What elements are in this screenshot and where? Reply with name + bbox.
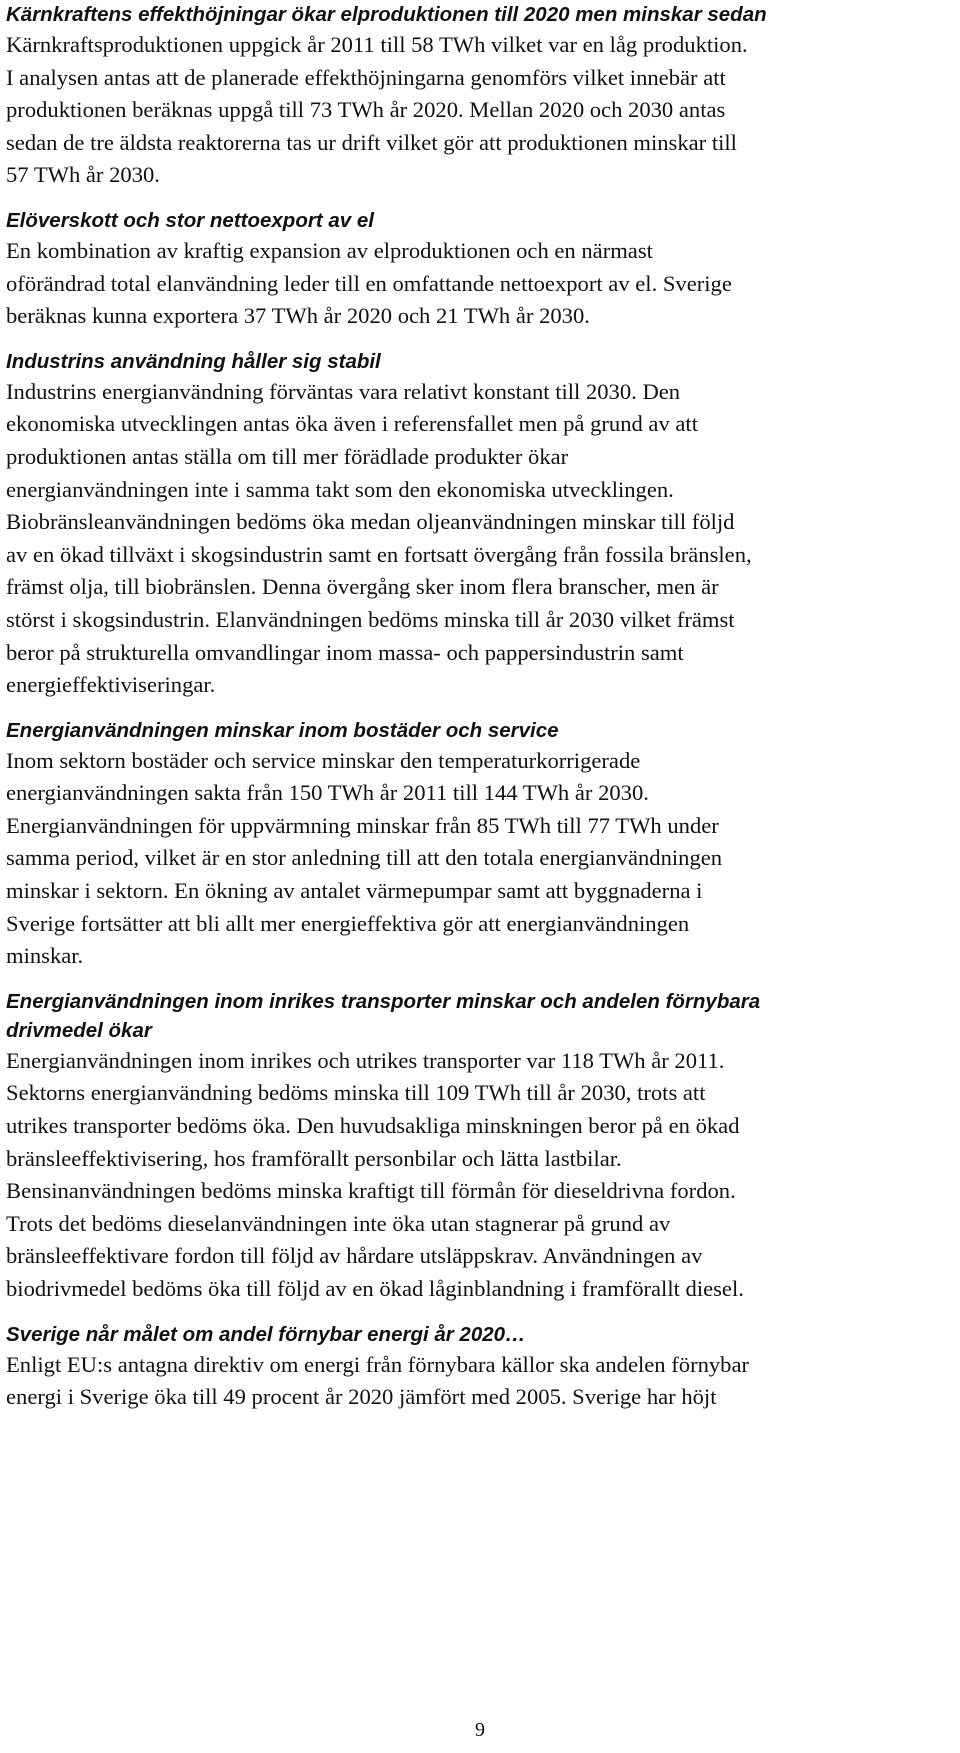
text-line: Sverige fortsätter att bli allt mer energieffektiva gör att energianvändningen bbox=[6, 910, 690, 936]
text-line: minskar i sektorn. En ökning av antalet värmepumpar samt att byggnaderna i bbox=[6, 878, 703, 904]
text-line: Industrins energianvändning förväntas vara relativt konstant till 2030. Den bbox=[6, 378, 681, 404]
text-line: Biobränsleanvändningen bedöms öka medan oljeanvändningen minskar till följd bbox=[6, 509, 735, 535]
spacer bbox=[6, 973, 956, 987]
section-heading: Industrins användning håller sig stabil bbox=[6, 349, 381, 373]
text-line: Bensinanvändningen bedöms minska kraftigt till förmån för dieseldrivna fordon. bbox=[6, 1178, 736, 1204]
text-line: av en ökad tillväxt i skogsindustrin samt en fortsatt övergång från fossila bränslen, bbox=[6, 541, 752, 567]
text-line: energieffektiviseringar. bbox=[6, 672, 216, 698]
text-line: biodrivmedel bedöms öka till följd av en ökad låginblandning i framförallt diesel. bbox=[6, 1276, 744, 1301]
section-heading bbox=[6, 987, 956, 1045]
text-line: Trots det bedöms dieselanvändningen inte öka utan stagnerar på grund av bbox=[6, 1210, 671, 1236]
document-page bbox=[6, 0, 956, 1414]
text-line: 57 TWh år 2030. bbox=[6, 162, 160, 188]
section-heading: Energianvändningen minskar inom bostäder och service bbox=[6, 718, 559, 742]
text-line: samma period, vilket är en stor anledning till att den totala energianvändningen bbox=[6, 845, 723, 871]
spacer bbox=[6, 192, 956, 206]
text-line: produktionen beräknas uppgå till 73 TWh år 2020. Mellan 2020 och 2030 antas bbox=[6, 97, 726, 123]
text-line: energianvändningen sakta från 150 TWh år 2011 till 144 TWh år 2030. bbox=[6, 780, 649, 806]
section-heading: Elöverskott och stor nettoexport av el bbox=[6, 208, 374, 232]
text-line: Kärnkraftsproduktionen uppgick år 2011 till 58 TWh vilket var en låg produktion. bbox=[6, 32, 748, 57]
section-heading-line: drivmedel ökar bbox=[6, 1018, 152, 1042]
text-line: främst olja, till biobränslen. Denna övergång sker inom flera branscher, men är bbox=[6, 574, 719, 600]
text-line: En kombination av kraftig expansion av elproduktionen och en närmast bbox=[6, 237, 653, 263]
section-paragraph bbox=[6, 376, 956, 702]
text-line: sedan de tre äldsta reaktorerna tas ur drift vilket gör att produktionen minskar till bbox=[6, 129, 737, 155]
section-paragraph bbox=[6, 745, 956, 973]
spacer bbox=[6, 333, 956, 347]
section-heading: Kärnkraftens effekthöjningar ökar elproduktionen till 2020 men minskar sedan bbox=[6, 3, 767, 26]
text-line: beräknas kunna exportera 37 TWh år 2020 och 21 TWh år 2030. bbox=[6, 303, 590, 329]
section-heading: Sverige når målet om andel förnybar energi år 2020… bbox=[6, 1322, 526, 1346]
text-line: Sektorns energianvändning bedöms minska till 109 TWh till år 2030, trots att bbox=[6, 1080, 706, 1106]
section-heading-line: Energianvändningen inom inrikes transporter minskar och andelen förnybara bbox=[6, 989, 761, 1013]
text-line: Energianvändningen för uppvärmning minskar från 85 TWh till 77 TWh under bbox=[6, 812, 719, 838]
text-line: bränsleeffektivare fordon till följd av hårdare utsläppskrav. Användningen av bbox=[6, 1243, 703, 1269]
spacer bbox=[6, 702, 956, 716]
text-line: energi i Sverige öka till 49 procent år 2020 jämfört med 2005. Sverige har höjt bbox=[6, 1384, 717, 1410]
section-paragraph bbox=[6, 1045, 956, 1306]
text-line: beror på strukturella omvandlingar inom massa- och pappersindustrin samt bbox=[6, 639, 684, 665]
text-line: energianvändningen inte i samma takt som den ekonomiska utvecklingen. bbox=[6, 476, 674, 502]
text-line: bränsleeffektivisering, hos framförallt personbilar och lätta lastbilar. bbox=[6, 1145, 622, 1171]
text-line: oförändrad total elanvändning leder till en omfattande nettoexport av el. Sverige bbox=[6, 270, 732, 296]
text-line: Inom sektorn bostäder och service minskar den temperaturkorrigerade bbox=[6, 747, 641, 773]
section-paragraph bbox=[6, 1349, 956, 1414]
section-eloverskott bbox=[6, 206, 956, 333]
text-line: produktionen antas ställa om till mer förädlade produkter ökar bbox=[6, 443, 569, 469]
section-transporter bbox=[6, 987, 956, 1306]
section-industri bbox=[6, 347, 956, 702]
page-number: 9 bbox=[475, 1719, 485, 1741]
text-line: I analysen antas att de planerade effekthöjningarna genomförs vilket innebär att bbox=[6, 64, 726, 90]
section-paragraph bbox=[6, 29, 956, 192]
text-line: utrikes transporter bedöms öka. Den huvudsakliga minskningen beror på en ökad bbox=[6, 1113, 740, 1139]
text-line: störst i skogsindustrin. Elanvändningen bedöms minska till år 2030 vilket främst bbox=[6, 606, 735, 632]
section-bostader-service bbox=[6, 716, 956, 973]
section-karnkraft bbox=[6, 0, 956, 192]
spacer bbox=[6, 1306, 956, 1320]
text-line: ekonomiska utvecklingen antas öka även i referensfallet men på grund av att bbox=[6, 411, 698, 437]
text-line: Energianvändningen inom inrikes och utrikes transporter var 118 TWh år 2011. bbox=[6, 1047, 725, 1073]
text-line: minskar. bbox=[6, 943, 84, 969]
text-line: Enligt EU:s antagna direktiv om energi från förnybara källor ska andelen förnybar bbox=[6, 1351, 750, 1377]
section-paragraph bbox=[6, 235, 956, 333]
section-fornybar-mal bbox=[6, 1320, 956, 1414]
